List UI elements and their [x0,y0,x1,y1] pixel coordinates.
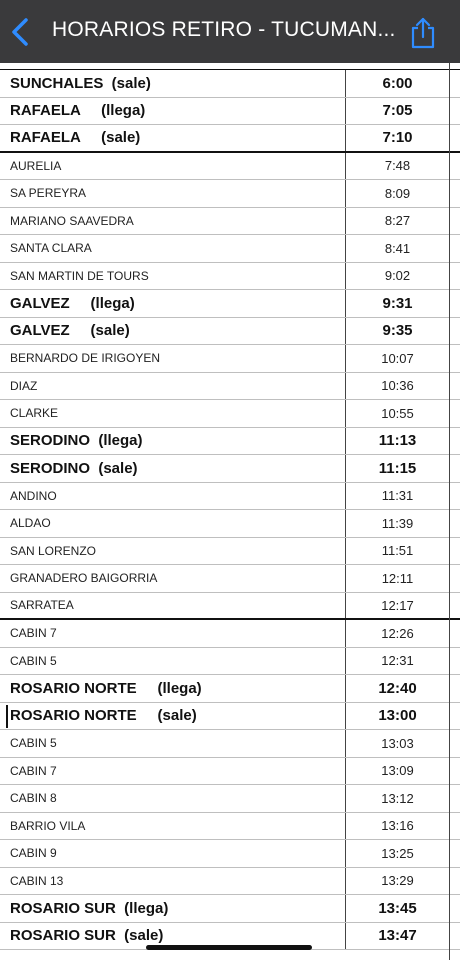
schedule-row [0,208,460,236]
station-name: CABIN 9 [10,846,57,861]
departure-time: 12:11 [345,565,449,592]
station-name: GALVEZ (sale) [10,322,130,340]
station-name: SERODINO (sale) [10,459,138,477]
station-name: SANTA CLARA [10,241,92,256]
departure-time: 13:25 [345,840,449,867]
departure-time: 12:31 [345,648,449,675]
schedule-row [0,153,460,181]
departure-time: 12:17 [345,593,449,619]
station-name: BARRIO VILA [10,818,86,833]
departure-time: 11:51 [345,538,449,565]
schedule-row [0,180,460,208]
departure-time: 13:00 [345,703,449,730]
departure-time: 11:13 [345,428,449,455]
departure-time: 10:07 [345,345,449,372]
schedule-row [0,373,460,401]
row-marker [6,705,8,728]
schedule-row [0,125,460,153]
departure-time: 12:26 [345,620,449,647]
departure-time: 8:09 [345,180,449,207]
station-name: SAN MARTIN DE TOURS [10,268,149,283]
schedule-row [0,400,460,428]
schedule-row [0,758,460,786]
station-name: ROSARIO NORTE (llega) [10,679,202,697]
share-icon[interactable] [408,16,438,50]
schedule-row [0,538,460,566]
station-name: CABIN 7 [10,763,57,778]
departure-time: 13:29 [345,868,449,895]
schedule-row [0,703,460,731]
schedule-row [0,510,460,538]
departure-time: 13:03 [345,730,449,757]
station-name: ANDINO [10,488,57,503]
station-name: CABIN 7 [10,626,57,641]
departure-time: 11:39 [345,510,449,537]
station-name: CABIN 5 [10,736,57,751]
schedule-row [0,428,460,456]
station-name: SA PEREYRA [10,186,87,201]
departure-time: 10:55 [345,400,449,427]
departure-time: 13:47 [345,923,449,950]
station-name: AURELIA [10,158,62,173]
schedule-row [0,345,460,373]
schedule-row [0,813,460,841]
station-name: BERNARDO DE IRIGOYEN [10,351,161,366]
station-name: CLARKE [10,406,59,421]
station-name: CABIN 8 [10,791,57,806]
departure-time: 13:45 [345,895,449,922]
schedule-row [0,70,460,98]
station-name: SARRATEA [10,598,74,613]
station-name: SERODINO (llega) [10,432,143,450]
schedule-row [0,620,460,648]
departure-time: 11:31 [345,483,449,510]
schedule-row [0,565,460,593]
cut-off-row [0,63,460,70]
departure-time: 6:00 [345,70,449,97]
schedule-row [0,483,460,511]
station-name: ROSARIO SUR (sale) [10,927,164,945]
schedule-row [0,730,460,758]
station-name: ROSARIO SUR (llega) [10,899,169,917]
station-name: RAFAELA (llega) [10,102,146,120]
departure-time: 9:02 [345,263,449,290]
station-name: SUNCHALES (sale) [10,74,151,92]
departure-time: 13:12 [345,785,449,812]
station-name: DIAZ [10,378,38,393]
navigation-bar [0,0,460,63]
schedule-row [0,840,460,868]
departure-time: 8:27 [345,208,449,235]
schedule-table [0,63,460,950]
schedule-row [0,290,460,318]
schedule-row [0,868,460,896]
home-indicator[interactable] [146,945,312,950]
schedule-row [0,235,460,263]
schedule-row [0,593,460,621]
schedule-row [0,648,460,676]
station-name: MARIANO SAAVEDRA [10,213,134,228]
departure-time: 7:48 [345,153,449,180]
departure-time: 7:05 [345,98,449,125]
schedule-row [0,263,460,291]
station-name: CABIN 5 [10,653,57,668]
departure-time: 9:31 [345,290,449,317]
schedule-row [0,675,460,703]
station-name: CABIN 13 [10,873,64,888]
schedule-row [0,318,460,346]
departure-time: 7:10 [345,125,449,151]
departure-time: 12:40 [345,675,449,702]
departure-time: 9:35 [345,318,449,345]
schedule-row [0,895,460,923]
station-name: GALVEZ (llega) [10,294,135,312]
departure-time: 10:36 [345,373,449,400]
page-title: HORARIOS RETIRO - TUCUMAN... [52,18,396,41]
station-name: RAFAELA (sale) [10,129,141,147]
back-chevron-icon[interactable] [8,16,34,48]
schedule-row [0,455,460,483]
departure-time: 13:16 [345,813,449,840]
station-name: ALDAO [10,516,51,531]
schedule-row [0,785,460,813]
schedule-row [0,98,460,126]
station-name: GRANADERO BAIGORRIA [10,571,158,586]
column-divider [449,63,450,960]
departure-time: 13:09 [345,758,449,785]
station-name: ROSARIO NORTE (sale) [10,707,197,725]
departure-time: 8:41 [345,235,449,262]
departure-time: 11:15 [345,455,449,482]
station-name: SAN LORENZO [10,543,97,558]
